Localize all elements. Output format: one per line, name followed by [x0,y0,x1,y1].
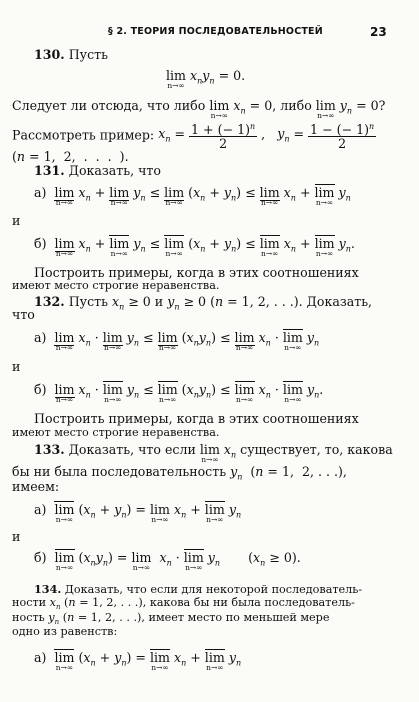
page-number: 23 [370,25,387,39]
running-header: § 2. ТЕОРИЯ ПОСЛЕДОВАТЕЛЬНОСТЕЙ [108,26,323,37]
problem-134-line4: одно из равенств: [12,625,118,638]
formula-130: lim n→∞ $x_ny_n = 0$. [166,68,246,90]
problem-132-heading: 132. Пусть $x_n \ge 0$ и $y_n \ge 0$ (n = 1, 2, . . .). Доказать, [34,294,373,312]
problem-132-lead-line2: что [12,307,35,322]
question-130: Следует ли отсюда, что либо lim n→∞ $x_n = 0$, либо lim n→∞ $y_n = 0$? [12,98,386,120]
problem-number: 134. [34,582,62,596]
range-130: (n = 1, 2, . . . ). [12,149,129,164]
formula-132a: а) lim n→∞ $x_n \cdot \lim$ n→∞ $y_n \le \lim$ n→∞ $(x_ny_n) \le \lim$ n→∞ $x_n \cdot \lim$ n→∞ $y_n$ [34,330,320,352]
note-131-line1: Построить примеры, когда в этих соотношениях [34,265,359,280]
problem-number: 131. [34,163,65,178]
formula-133a: а) lim n→∞ $(x_n + y_n) = \lim$ n→∞ $x_n + \lim$ n→∞ $y_n$ [34,502,242,524]
conjunction: и [12,359,21,374]
formula-131b: б) lim n→∞ $x_n + \lim$ n→∞ $y_n \le \lim$ n→∞ $(x_n + y_n) \le \lim$ n→∞ $x_n + \lim$ n→∞ $y_n$. [34,236,355,258]
conjunction: и [12,213,21,228]
problem-133-line1: 133. Доказать, что если lim n→∞ $x_n$ существует, то, какова [34,442,393,464]
note-132-line2: имеют место строгие неравенства. [12,426,220,439]
problem-number: 130. [34,47,65,62]
note-132-line1: Построить примеры, когда в этих соотношениях [34,411,359,426]
problem-133-line3: имеем: [12,479,60,494]
conjunction: и [12,529,21,544]
problem-intro: Пусть [68,47,108,62]
problem-number: 133. [34,442,65,457]
note-131-line2: имеют место строгие неравенства. [12,279,220,292]
problem-134-line2: ности $x_n$ (n = 1, 2, . . .), какова бы ни была последователь- [12,596,355,612]
problem-number: 132. [34,294,65,309]
formula-133b: б) lim n→∞ $(x_ny_n) = \lim$ n→∞ $x_n \cdot \lim$ n→∞ $y_n$ $(x_n \ge 0)$. [34,550,301,572]
problem-134-line3: ность $y_n$ (n = 1, 2, . . .), имеет место по меньшей мере [12,611,330,627]
formula-131a: а) lim n→∞ $x_n + \lim$ n→∞ $y_n \le \lim$ n→∞ $(x_n + y_n) \le \lim$ n→∞ $x_n + \lim$ n→∞ $y_n$ [34,185,351,207]
problem-lead: Доказать, что [68,163,161,178]
formula-134a: а) lim n→∞ $(x_n + y_n) = \lim$ n→∞ $x_n + \lim$ n→∞ $y_n$ [34,650,242,672]
example-130: Рассмотреть пример: $x_n$ = $\frac{1 + (- 1)^n}{2}$ , $y_n$ = $\frac{1 - (- 1)^n}{2}$ [12,122,375,152]
problem-131-heading [34,164,161,178]
problem-133-line2: бы ни была последовательность $y_n$ (n = 1, 2, . . .), [12,464,347,482]
problem-130-heading [34,48,108,62]
formula-132b: б) lim n→∞ $x_n \cdot \lim$ n→∞ $y_n \le \lim$ n→∞ $(x_ny_n) \le \lim$ n→∞ $x_n \cdot \lim$ n→∞ $y_n$. [34,382,324,404]
problem-134-line1: 134. Доказать, что если для некоторой последователь- [34,582,363,596]
